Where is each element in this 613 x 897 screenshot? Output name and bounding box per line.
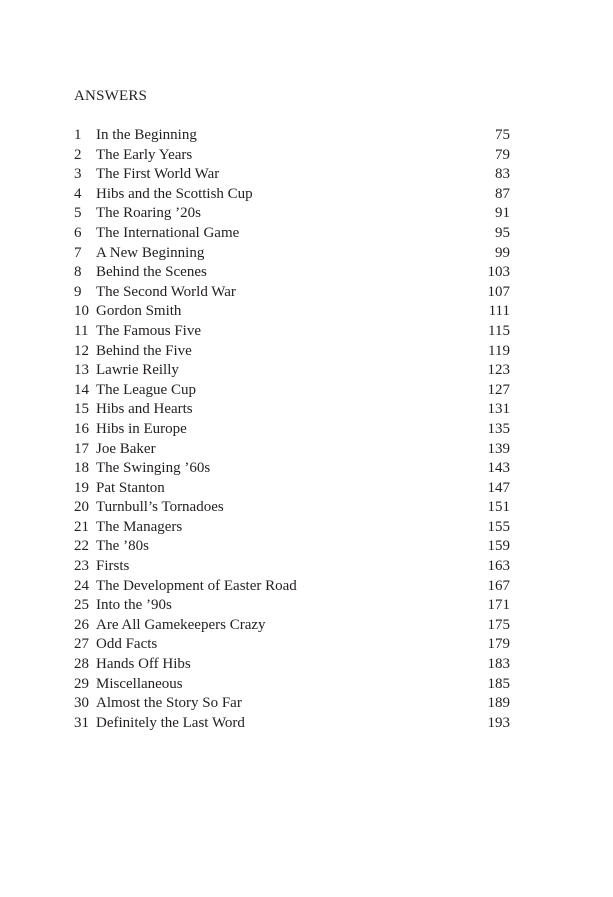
entry-page-number: 95 (495, 224, 510, 241)
entry-title: Joe Baker (96, 440, 156, 457)
contents-entry (74, 185, 510, 205)
entry-page-number: 91 (495, 205, 510, 222)
entry-title: Turnbull’s Tornadoes (96, 499, 224, 516)
entry-number: 14 (74, 381, 89, 398)
entry-page-number: 111 (488, 303, 510, 320)
contents-entry (74, 361, 510, 381)
contents-entry (74, 204, 510, 224)
contents-entry (74, 342, 510, 362)
entry-page-number: 99 (495, 244, 510, 261)
contents-entry (74, 616, 510, 636)
entry-title: The Early Years (96, 146, 193, 163)
contents-entry (74, 518, 510, 538)
contents-entry (74, 146, 510, 166)
entry-title: The ’80s (96, 538, 149, 555)
entry-number: 18 (74, 460, 89, 477)
entry-title: The Roaring ’20s (96, 205, 201, 222)
entry-page-number: 107 (487, 283, 510, 300)
contents-entry (74, 459, 510, 479)
entry-number: 9 (74, 283, 82, 300)
entry-title: Firsts (96, 558, 130, 575)
entry-page-number: 147 (487, 479, 510, 496)
entry-number: 1 (74, 127, 82, 143)
entry-number: 30 (74, 695, 89, 712)
entry-title: The First World War (96, 166, 220, 183)
entry-title: Hibs and Hearts (96, 401, 193, 418)
entry-title: Odd Facts (96, 636, 158, 653)
contents-entry (74, 322, 510, 342)
entry-page-number: 179 (487, 636, 510, 653)
entry-page-number: 183 (487, 656, 510, 673)
entry-page-number: 167 (487, 577, 510, 594)
entry-page-number: 127 (487, 381, 510, 398)
contents-entry (74, 224, 510, 244)
entry-page-number: 115 (488, 322, 510, 339)
entry-number: 24 (74, 577, 89, 594)
entry-number: 31 (74, 714, 89, 731)
entry-title: The Swinging ’60s (96, 460, 211, 477)
entry-title: Pat Stanton (96, 479, 165, 496)
entry-page-number: 163 (487, 558, 510, 575)
contents-entry (74, 557, 510, 577)
entry-number: 5 (74, 205, 82, 222)
entry-title: Hibs in Europe (96, 420, 187, 437)
contents-entry (74, 165, 510, 185)
entry-title: Hands Off Hibs (96, 656, 191, 673)
entry-title: Are All Gamekeepers Crazy (96, 616, 266, 633)
entry-page-number: 171 (487, 597, 510, 614)
contents-entry (74, 263, 510, 283)
entry-page-number: 159 (487, 538, 510, 555)
entry-page-number: 175 (487, 616, 510, 633)
contents-list (74, 126, 510, 733)
entry-page-number: 185 (487, 675, 510, 692)
entry-title: The Famous Five (96, 322, 201, 339)
entry-title: Lawrie Reilly (96, 362, 179, 379)
entry-number: 13 (74, 362, 89, 379)
entry-number: 3 (74, 166, 82, 183)
entry-title: The Development of Easter Road (96, 577, 297, 594)
entry-number: 26 (74, 616, 89, 633)
entry-page-number: 139 (487, 440, 510, 457)
entry-title: Into the ’90s (96, 597, 172, 614)
contents-entry (74, 420, 510, 440)
entry-page-number: 123 (487, 362, 510, 379)
entry-page-number: 75 (495, 127, 510, 143)
entry-number: 6 (74, 224, 82, 241)
entry-page-number: 83 (495, 166, 510, 183)
contents-entry (74, 283, 510, 303)
entry-number: 21 (74, 518, 89, 535)
entry-page-number: 155 (487, 518, 510, 535)
contents-entry (74, 126, 510, 146)
entry-page-number: 193 (487, 714, 510, 731)
entry-title: Behind the Five (96, 342, 192, 359)
entry-number: 23 (74, 558, 89, 575)
entry-number: 2 (74, 146, 82, 163)
entry-page-number: 135 (487, 420, 510, 437)
entry-number: 12 (74, 342, 89, 359)
entry-number: 16 (74, 420, 89, 437)
contents-entry (74, 244, 510, 264)
entry-number: 8 (74, 264, 82, 281)
entry-title: Miscellaneous (96, 675, 183, 692)
entry-page-number: 103 (487, 264, 510, 281)
entry-page-number: 131 (487, 401, 510, 418)
entry-title: Hibs and the Scottish Cup (96, 185, 253, 202)
entry-number: 17 (74, 440, 89, 457)
contents-entry (74, 596, 510, 616)
entry-title: Definitely the Last Word (96, 714, 245, 731)
entry-number: 11 (74, 322, 89, 339)
entry-page-number: 119 (488, 342, 510, 359)
entry-page-number: 79 (495, 146, 510, 163)
entry-number: 4 (74, 185, 82, 202)
entry-number: 28 (74, 656, 89, 673)
entry-number: 10 (74, 303, 89, 320)
contents-entry (74, 479, 510, 499)
entry-page-number: 189 (487, 695, 510, 712)
entry-number: 7 (74, 244, 82, 261)
contents-entry (74, 302, 510, 322)
contents-entry (74, 498, 510, 518)
entry-title: Almost the Story So Far (96, 695, 242, 712)
entry-page-number: 143 (487, 460, 510, 477)
contents-entry (74, 655, 510, 675)
contents-entry (74, 694, 510, 714)
entry-number: 27 (74, 636, 89, 653)
contents-entry (74, 714, 510, 734)
entry-number: 20 (74, 499, 89, 516)
contents-entry (74, 675, 510, 695)
contents-entry (74, 400, 510, 420)
contents-entry (74, 577, 510, 597)
entry-number: 19 (74, 479, 89, 496)
entry-number: 22 (74, 538, 89, 555)
entry-title: A New Beginning (96, 244, 205, 261)
section-heading: ANSWERS (74, 88, 148, 104)
entry-title: Gordon Smith (96, 303, 182, 320)
contents-entry (74, 440, 510, 460)
entry-page-number: 151 (487, 499, 510, 516)
entry-title: The League Cup (96, 381, 196, 398)
entry-number: 15 (74, 401, 89, 418)
entry-title: The International Game (96, 224, 240, 241)
contents-entry (74, 381, 510, 401)
contents-entry (74, 537, 510, 557)
contents-entry (74, 635, 510, 655)
entry-number: 25 (74, 597, 89, 614)
entry-number: 29 (74, 675, 89, 692)
entry-title: In the Beginning (96, 127, 197, 143)
entry-page-number: 87 (495, 185, 510, 202)
entry-title: The Second World War (96, 283, 236, 300)
entry-title: The Managers (96, 518, 183, 535)
entry-title: Behind the Scenes (96, 264, 207, 281)
